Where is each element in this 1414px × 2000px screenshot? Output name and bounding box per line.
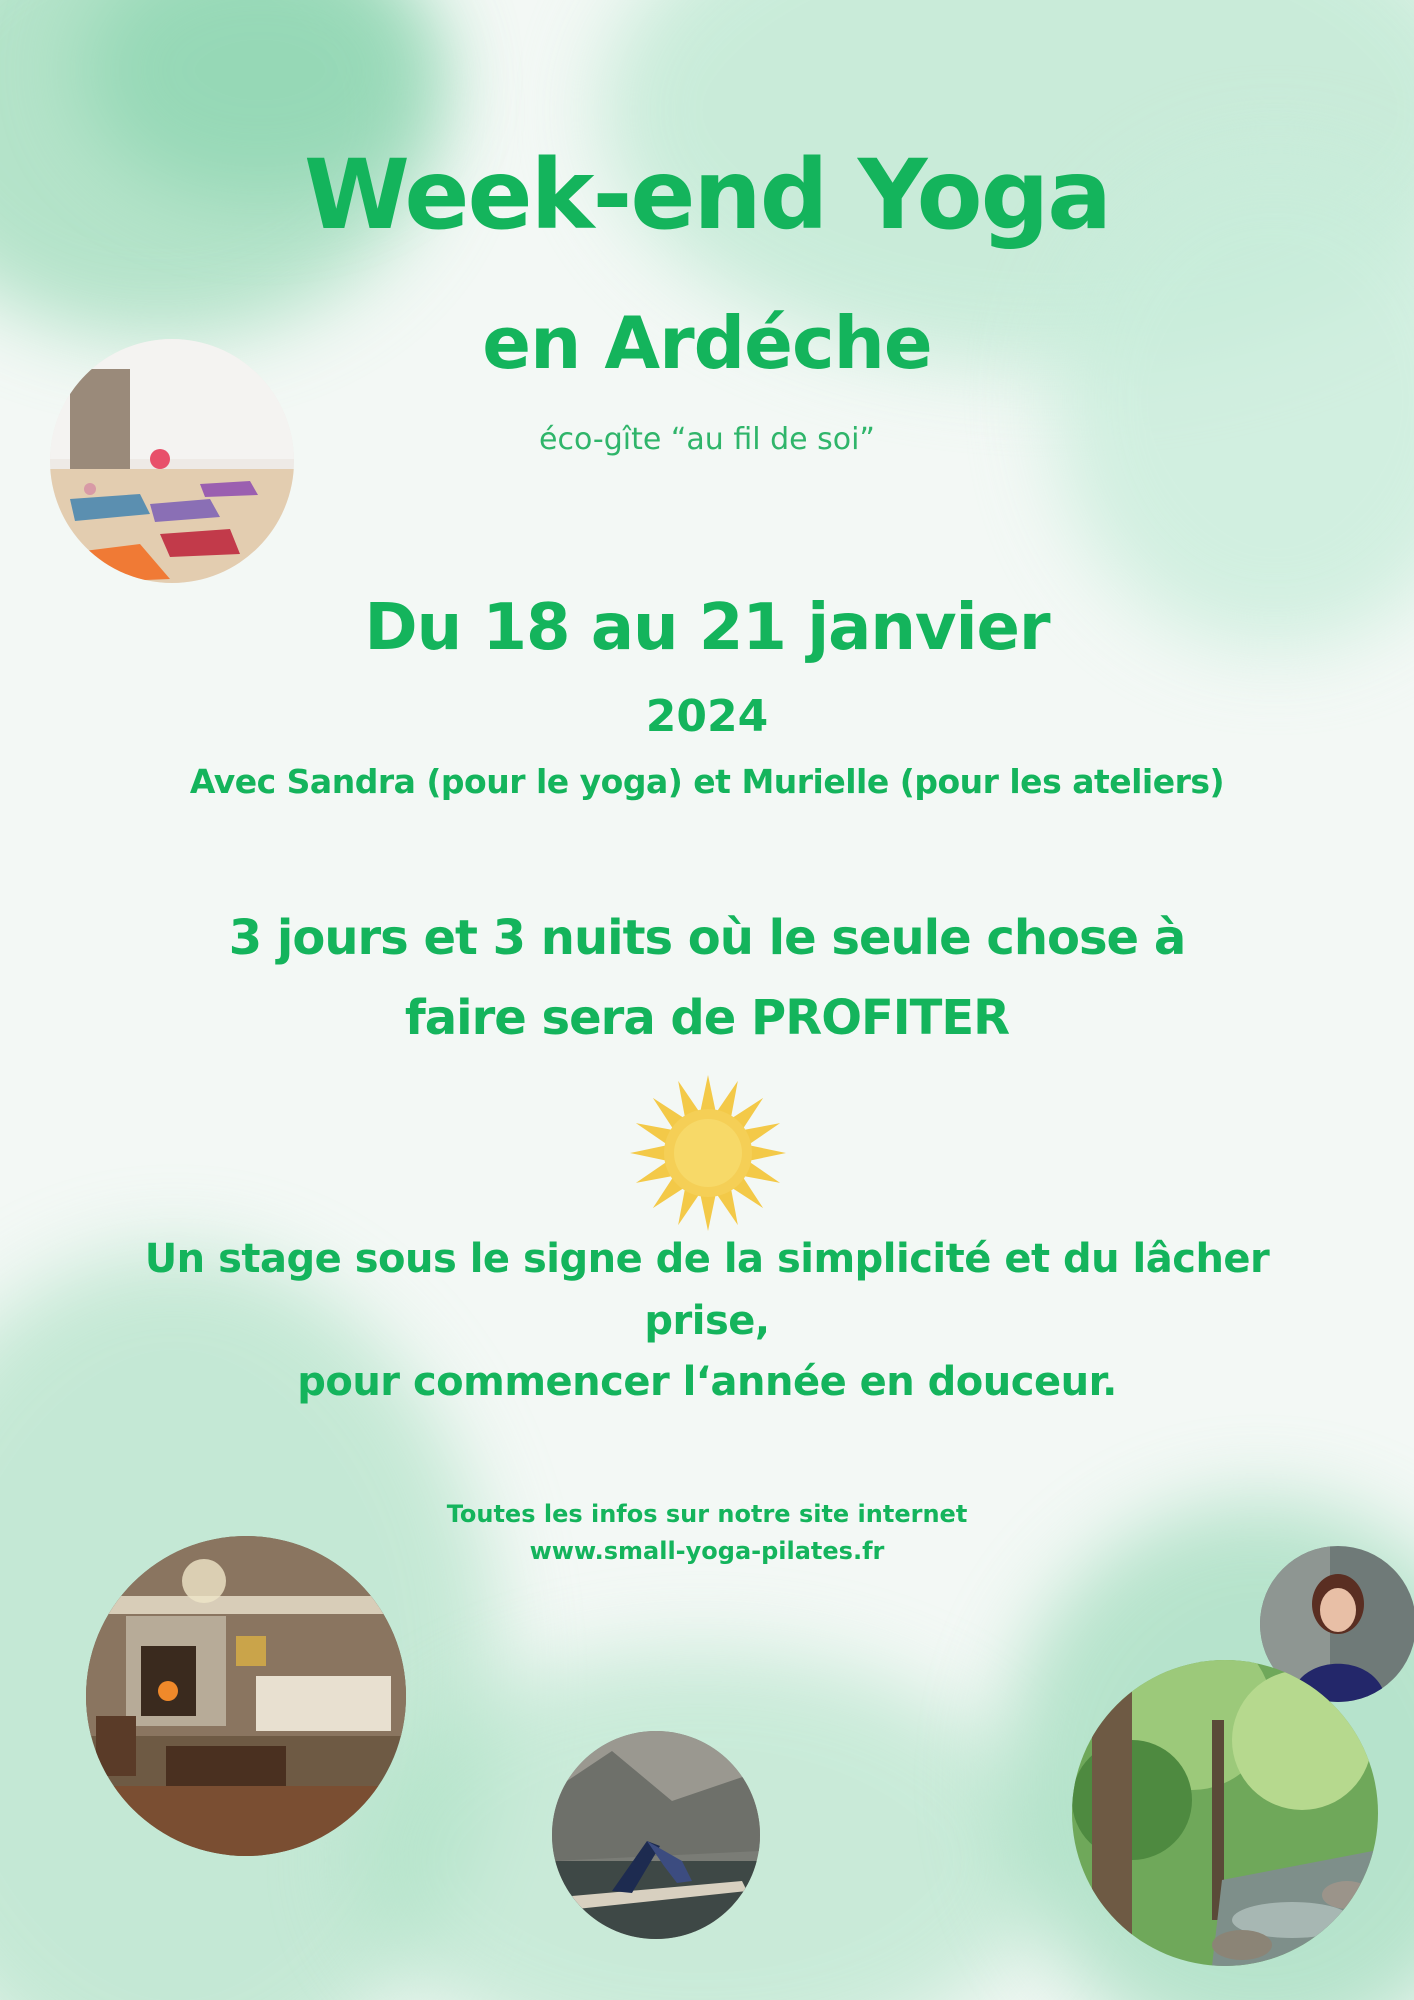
website-link[interactable]: www.small-yoga-pilates.fr (529, 1537, 885, 1565)
photo-yoga-studio (50, 339, 294, 583)
tagline-line-2: faire sera de PROFITER (404, 990, 1010, 1046)
event-year: 2024 (645, 691, 769, 742)
venue-name: éco-gîte “au fil de soi” (539, 422, 875, 457)
footer-info: Toutes les infos sur notre site internet (446, 1500, 968, 1528)
event-hosts: Avec Sandra (pour le yoga) et Murielle (pour les ateliers) (189, 762, 1225, 801)
photo-living-room (86, 1536, 406, 1856)
page-subtitle: en Ardéche (482, 301, 932, 385)
description-line-1: Un stage sous le signe de la simplicité et du lâcher (144, 1236, 1270, 1282)
tagline-line-1: 3 jours et 3 nuits où le seule chose à (228, 910, 1186, 966)
description-line-3: pour commencer l‘année en douceur. (297, 1359, 1117, 1405)
event-dates: Du 18 au 21 janvier (364, 591, 1050, 665)
page-title: Week-end Yoga (303, 139, 1111, 251)
photo-river-pose (552, 1731, 760, 1939)
sun-icon (623, 1068, 793, 1238)
description-line-2: prise, (644, 1298, 770, 1344)
photo-forest-river (1072, 1660, 1378, 1966)
